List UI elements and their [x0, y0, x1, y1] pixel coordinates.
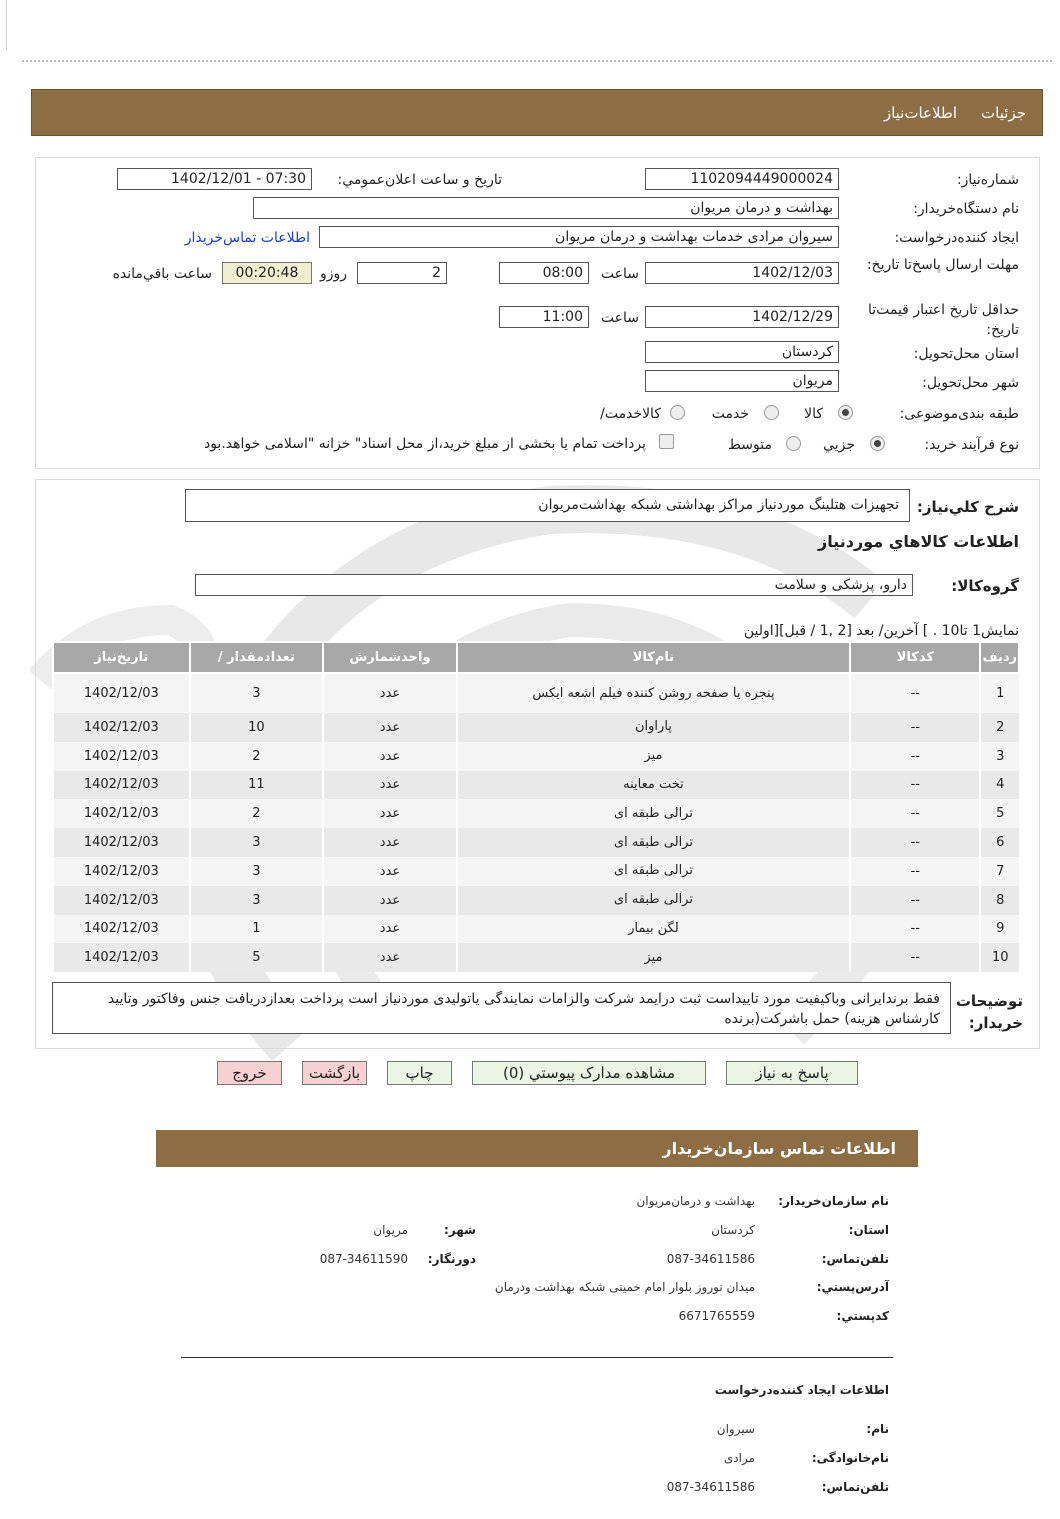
tab-need-info[interactable]: اطلاعات‌نياز: [883, 103, 958, 122]
cell-unit: عدد: [323, 673, 457, 713]
contact-address-label: آدرس‌پستي:: [816, 1280, 889, 1294]
contact-phone-value: 087-34611586: [666, 1252, 755, 1266]
cell-date: 1402/12/03: [53, 943, 190, 972]
col-row: رديف: [980, 642, 1019, 673]
creator-label: ايجاد کننده‌درخواست:: [894, 230, 1019, 246]
table-row: [53, 915, 1019, 944]
treasury-payment-label: پرداخت تمام يا بخشی از مبلغ خريد،از محل اسناد" خزانه "اسلامی خواهد.بود: [203, 436, 646, 452]
cell-code: --: [850, 742, 980, 771]
category-both-label: کالا‌خدمت/: [600, 406, 661, 422]
tab-details[interactable]: جزئيات: [981, 103, 1026, 122]
cell-name: تخت معاینه: [457, 771, 850, 800]
contact-divider: [181, 1357, 893, 1358]
cell-name: پاراوان: [457, 713, 850, 742]
table-row: [53, 742, 1019, 771]
process-medium-label: متوسط: [728, 437, 772, 453]
contact-city-value: مریوان: [373, 1223, 408, 1237]
cell-row: 9: [980, 915, 1019, 944]
contact-postal-label: کد‌پستي:: [836, 1309, 889, 1323]
cell-code: --: [850, 799, 980, 828]
need-number-label: شماره‌نیاز:: [956, 172, 1019, 188]
cell-date: 1402/12/03: [53, 915, 190, 944]
cell-unit: عدد: [323, 915, 457, 944]
contact-org-value: بهداشت و درمان‌مریوان: [636, 1194, 755, 1208]
need-number-field: 1102094449000024: [645, 168, 839, 190]
buyer-notes-label: توضيحات خريدار:: [955, 992, 1023, 1032]
top-dotted-divider: [22, 60, 1052, 62]
cell-name: ترالی طبقه ای: [457, 857, 850, 886]
creator-family-value: مرادی: [723, 1451, 755, 1465]
table-row: [53, 673, 1019, 713]
buyer-contact-link[interactable]: اطلاعات تماس‌خريدار: [184, 230, 310, 246]
col-unit: واحدشمارش: [323, 642, 457, 673]
goods-group-label: گروه‌کالا:: [951, 577, 1019, 595]
days-field: 2: [357, 262, 447, 284]
category-both-radio[interactable]: [670, 405, 685, 420]
buyer-name-label: نام دستگاه‌خريدار:: [913, 201, 1019, 217]
province-label: استان محل‌تحويل:: [913, 346, 1019, 362]
cell-code: --: [850, 673, 980, 713]
cell-date: 1402/12/03: [53, 886, 190, 915]
cell-row: 6: [980, 828, 1019, 857]
cell-quantity: 3: [190, 673, 324, 713]
contact-province-label: استان:: [848, 1223, 889, 1237]
cell-name: لگن بیمار: [457, 915, 850, 944]
print-button[interactable]: چاپ: [387, 1061, 452, 1085]
items-table-header: [53, 642, 1019, 673]
category-service-radio[interactable]: [764, 405, 779, 420]
table-row: [53, 799, 1019, 828]
process-medium-radio[interactable]: [786, 436, 801, 451]
cell-name: میز: [457, 943, 850, 972]
cell-name: ترالی طبقه ای: [457, 828, 850, 857]
category-goods-label: کالا: [804, 406, 823, 422]
cell-date: 1402/12/03: [53, 673, 190, 713]
cell-code: --: [850, 828, 980, 857]
contact-fax-value: 087-34611590: [319, 1252, 408, 1266]
cell-code: --: [850, 943, 980, 972]
cell-date: 1402/12/03: [53, 742, 190, 771]
cell-unit: عدد: [323, 943, 457, 972]
cell-code: --: [850, 771, 980, 800]
cell-date: 1402/12/03: [53, 828, 190, 857]
contact-fax-label: دورنگار:: [427, 1252, 476, 1266]
creator-phone-label: تلفن‌تماس:: [821, 1480, 889, 1494]
cell-name: ترالی طبقه ای: [457, 799, 850, 828]
announce-date-label: تاريخ و ساعت اعلان‌عمومي:: [337, 172, 502, 188]
creator-info-title: اطلاعات ايجاد کننده‌درخواست: [714, 1383, 889, 1397]
items-table: [52, 641, 1020, 972]
contact-section-title: اطلاعات تماس سازمان‌خريدار: [156, 1130, 918, 1167]
table-row: [53, 886, 1019, 915]
cell-quantity: 11: [190, 771, 324, 800]
cell-row: 1: [980, 673, 1019, 713]
category-goods-radio[interactable]: [838, 405, 853, 420]
creator-phone-value: 087-34611586: [666, 1480, 755, 1494]
creator-family-label: نام‌خانوادگی:: [811, 1451, 889, 1465]
goods-section-title: اطلاعات کالاهاي موردنياز: [818, 532, 1019, 551]
table-row: [53, 943, 1019, 972]
process-label: نوع فرآيند خريد:: [924, 437, 1019, 453]
creator-name-label: نام:: [866, 1422, 889, 1436]
cell-unit: عدد: [323, 828, 457, 857]
deadline-time-field: 08:00: [499, 262, 589, 284]
buyer-name-field: بهداشت و درمان مریوان: [253, 197, 839, 219]
cell-quantity: 3: [190, 886, 324, 915]
days-label: روزو: [319, 266, 347, 282]
back-button[interactable]: بازگشت: [302, 1061, 367, 1085]
col-code: کدکالا: [850, 642, 980, 673]
cell-code: --: [850, 857, 980, 886]
contact-province-value: کردستان: [711, 1223, 755, 1237]
reply-button[interactable]: پاسخ به نياز: [726, 1061, 858, 1085]
contact-city-label: شهر:: [444, 1223, 476, 1237]
treasury-payment-checkbox[interactable]: [659, 434, 674, 449]
cell-quantity: 5: [190, 943, 324, 972]
contact-org-label: نام سازمان‌خريدار:: [778, 1194, 889, 1208]
cell-unit: عدد: [323, 886, 457, 915]
col-name: نام‌کالا: [457, 642, 850, 673]
cell-unit: عدد: [323, 857, 457, 886]
table-row: [53, 771, 1019, 800]
page-header-bar: [31, 89, 1043, 136]
process-partial-radio[interactable]: [870, 436, 885, 451]
col-date: تاريخ‌نياز: [53, 642, 190, 673]
cell-name: ترالی طبقه ای: [457, 886, 850, 915]
announce-date-field: 1402/12/01 - 07:30: [117, 168, 312, 190]
cell-quantity: 3: [190, 828, 324, 857]
contact-phone-label: تلفن‌تماس:: [821, 1252, 889, 1266]
table-row: [53, 857, 1019, 886]
cell-code: --: [850, 915, 980, 944]
cell-unit: عدد: [323, 713, 457, 742]
cell-quantity: 3: [190, 857, 324, 886]
category-service-label: خدمت: [711, 406, 749, 422]
cell-row: 2: [980, 713, 1019, 742]
deadline-time-label: ساعت: [600, 266, 639, 282]
cell-unit: عدد: [323, 771, 457, 800]
creator-field: سیروان مرادی خدمات بهداشت و درمان مریوان: [319, 226, 839, 248]
buyer-notes-field: فقط برندایرانی وباکیفیت مورد تاییداست ثبت درایمد شرکت والزامات نمایندگی یاتولیدی موردنیاز است پرداخت بعدازدریافت جنس وفاکتور وتایید کارشناس هزینه) حمل باشرکت(برنده: [52, 982, 951, 1034]
city-field: مریوان: [645, 370, 839, 392]
validity-time-field: 11:00: [499, 306, 589, 328]
goods-group-field: دارو، پزشکی و سلامت: [195, 574, 913, 596]
attachments-button[interactable]: مشاهده مدارک پيوستي (0): [472, 1061, 706, 1085]
category-label: طبقه بندی‌موضوعی:: [899, 406, 1019, 422]
cell-name: میز: [457, 742, 850, 771]
cell-quantity: 2: [190, 799, 324, 828]
cell-quantity: 1: [190, 915, 324, 944]
cell-code: --: [850, 886, 980, 915]
cell-row: 3: [980, 742, 1019, 771]
summary-field: تجهیزات هتلینگ موردنیاز مراکز بهداشتی شبکه بهداشت‌مریوان: [185, 489, 910, 522]
cell-row: 8: [980, 886, 1019, 915]
cell-code: --: [850, 713, 980, 742]
pagination[interactable]: نمايش1 تا10 . ] آخرين/ بعد [2 ,1 / قبل][اولين: [743, 623, 1019, 639]
cell-row: 5: [980, 799, 1019, 828]
cell-name: پنجره یا صفحه روشن کننده فیلم اشعه ایکس: [457, 673, 850, 713]
deadline-date-field: 1402/12/03: [645, 262, 839, 284]
cell-date: 1402/12/03: [53, 799, 190, 828]
cell-row: 4: [980, 771, 1019, 800]
contact-address-value: میدان نوروز بلوار امام خمینی شبکه بهداشت ودرمان: [494, 1280, 755, 1294]
table-row: [53, 828, 1019, 857]
cell-unit: عدد: [323, 799, 457, 828]
summary-label: شرح کلي‌نياز:: [916, 498, 1019, 516]
cell-date: 1402/12/03: [53, 771, 190, 800]
city-label: شهر محل‌تحويل:: [922, 375, 1019, 391]
cell-row: 10: [980, 943, 1019, 972]
cell-unit: عدد: [323, 742, 457, 771]
frame-edge: [6, 0, 7, 50]
remaining-timer: 00:20:48: [222, 262, 312, 284]
cell-quantity: 2: [190, 742, 324, 771]
validity-label: حداقل تاريخ اعتبار قیمت‌تا تاريخ:: [867, 302, 1019, 338]
contact-postal-value: 6671765559: [678, 1309, 755, 1323]
validity-date-field: 1402/12/29: [645, 306, 839, 328]
remaining-label: ساعت باقي‌مانده: [112, 266, 212, 282]
cell-quantity: 10: [190, 713, 324, 742]
validity-time-label: ساعت: [600, 310, 639, 326]
cell-row: 7: [980, 857, 1019, 886]
exit-button[interactable]: خروج: [217, 1061, 282, 1085]
creator-name-value: سیروان: [716, 1422, 755, 1436]
table-row: [53, 713, 1019, 742]
cell-date: 1402/12/03: [53, 713, 190, 742]
col-quantity: تعدادمقدار /: [190, 642, 324, 673]
deadline-label: مهلت ارسال پاسخ‌تا تاريخ:: [866, 257, 1019, 273]
province-field: کردستان: [645, 341, 839, 363]
cell-date: 1402/12/03: [53, 857, 190, 886]
process-partial-label: جزيي: [823, 437, 855, 453]
